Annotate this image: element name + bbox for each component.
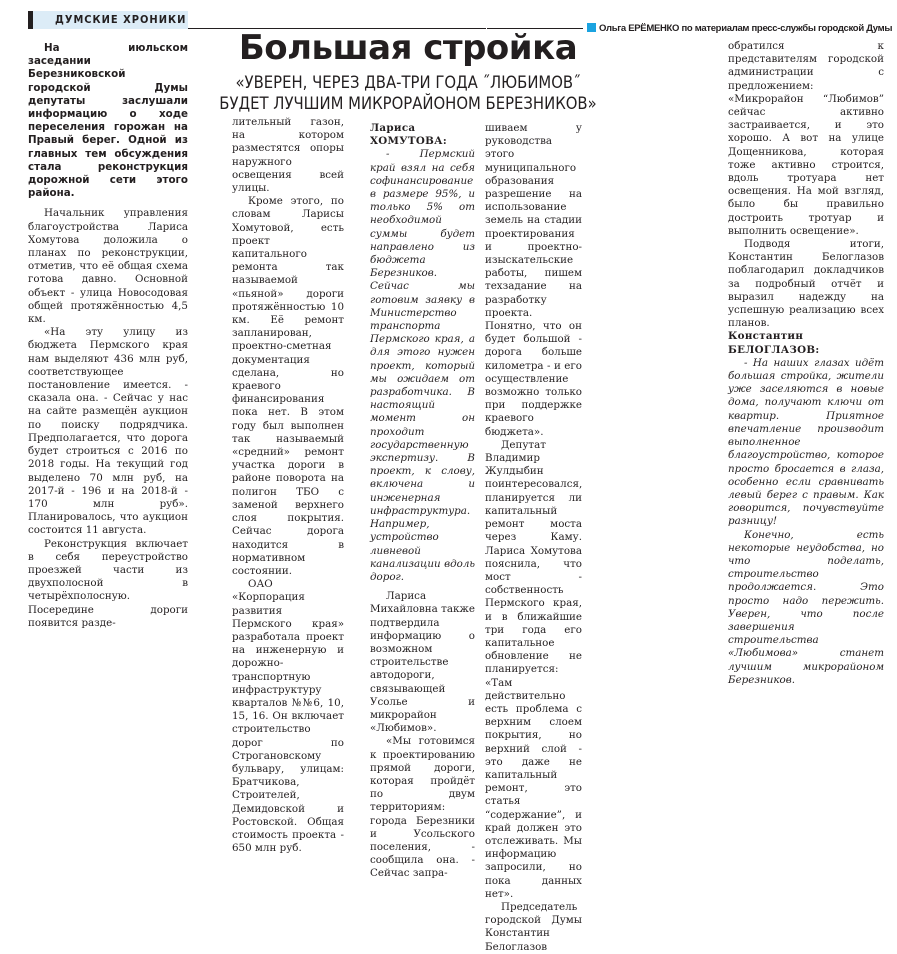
paragraph: Кроме этого, по словам Ларисы Хомутовой, есть проект капитального ремонта так называемой «пьяной» дороги протяжённостью 10 км. Её ремонт запланирован, проектно-сметная документация сделана, но краевого финансирования пока нет. В этом году был выполнен так называемый «средний» ремонт участка дороги в районе поворота на полигон ТБО с заменой верхнего слоя покрытия. Сейчас дорога находится в нормативном состоянии. bbox=[232, 195, 344, 577]
column-2 bbox=[232, 116, 344, 855]
section-rubric bbox=[28, 11, 188, 29]
column-5 bbox=[728, 40, 884, 687]
quote-paragraph: Конечно, есть некоторые неудобства, но что поделать, строительство продолжается. Это просто надо пережить. Уверен, что после завершения строительства «Любимова» станет лучшим микрорайоном Березников. bbox=[728, 528, 884, 686]
paragraph: Реконструкция включает в себя переустройство проезжей части из двухполосной в четырёхполосную. Посередине дороги появится разде- bbox=[28, 537, 188, 629]
speaker-label: Лариса ХОМУТОВА: bbox=[370, 122, 447, 148]
byline bbox=[587, 23, 892, 34]
column-1 bbox=[28, 42, 188, 630]
subtitle-line-1: «УВЕРЕН, ЧЕРЕЗ ДВА-ТРИ ГОДА ˝ЛЮБИМОВ˝ bbox=[235, 73, 581, 92]
column-3 bbox=[370, 122, 475, 881]
paragraph: Председатель городской Думы Константин Белоглазов bbox=[485, 900, 582, 953]
paragraph: Подводя итоги, Константин Белоглазов поблагодарил докладчиков за подробный отчёт и выразил надежду на успешную реализацию всех планов. bbox=[728, 238, 884, 330]
article-lead: На июльском заседании Березниковской городской Думы депутаты заслушали информацию о ходе переселения горожан на Правый берег. Одной из главных тем обсуждения стала реконструкция дорожной сети этого района. bbox=[28, 42, 188, 200]
byline-text: Ольга ЕРЁМЕНКО по материалам пресс-службы городской Думы bbox=[599, 23, 893, 34]
quote-paragraph: - На наших глазах идёт большая стройка, жители уже заселяются в новые дома, получают ключи от квартир. Приятное впечатление производит выполненное благоустройство, которое просто бросается в глаза, особенно если сравнивать левый берег с правым. Как говорится, почувствуйте разницу! bbox=[728, 356, 884, 528]
paragraph: лительный газон, на котором разместятся опоры наружного освещения всей улицы. bbox=[232, 116, 344, 195]
article-title: Большая стройка bbox=[238, 28, 578, 68]
paragraph: обратился к представителям городской администрации с предложением: «Микрорайон “Любимов” сейчас активно застраивается, и это хорошо. А вот на улице Дощенникова, которая тоже активно строится, вдоль тротуара нет освещения. На мой взгляд, было бы правильно достроить тротуар и выполнить освещение». bbox=[728, 40, 884, 237]
paragraph: ОАО «Корпорация развития Пермского края» разработала проект на инженерную и дорожно-транспортную инфраструктуру кварталов №№6, 10, 15, 16. Он включает строительство дорог по Строгановскому бульвару, улицам: Братчикова, Строителей, Демидовской и Ростовской. Общая стоимость проекта - 650 млн руб. bbox=[232, 578, 344, 855]
paragraph: «Мы готовимся к проектированию прямой дороги, которая пройдёт по двум территориям: города Березники и Усольского поселения, - сообщила она. - Сейчас запра- bbox=[370, 735, 475, 880]
rubric-label: ДУМСКИЕ ХРОНИКИ bbox=[55, 13, 187, 26]
paragraph: шиваем у руководства этого муниципального образования разрешение на использование земель на стадии проектирования и проектно-изыскательские работы, пишем техзадание на разработку проекта. Понятно, что он будет большой - дорога больше километра - и его осуществление возможно только при поддержке краевого бюджета». bbox=[485, 122, 582, 438]
subtitle-line-2: БУДЕТ ЛУЧШИМ МИКРОРАЙОНОМ БЕРЕЗНИКОВ» bbox=[219, 94, 597, 113]
speaker-label: Константин БЕЛОГЛАЗОВ: bbox=[728, 330, 820, 356]
article-subtitle bbox=[218, 72, 598, 114]
paragraph: Лариса Михайловна также подтвердила информацию о возможном строительстве автодороги, связывающей Усолье и микрорайон «Любимов». bbox=[370, 590, 475, 735]
paragraph: Начальник управления благоустройства Лариса Хомутова доложила о планах по реконструкции, отметив, что её общая схема готова давно. Основной объект - улица Новосодовая общей протяжённостью 4,5 км. bbox=[28, 207, 188, 326]
column-4 bbox=[485, 122, 582, 954]
quote-paragraph: - Пермский край взял на себя софинансирование в размере 95%, и только 5% от необходимой суммы будет направлено из бюджета Березников. Сейчас мы готовим заявку в Министерство транспорта Пермского края, а для этого нужен проект, который мы ожидаем от разработчика. В настоящий момент он проходит государственную экспертизу. В проект, к слову, включена и инженерная инфраструктура. Например, устройство ливневой канализации вдоль дорог. bbox=[370, 148, 475, 583]
paragraph: Депутат Владимир Жулдыбин поинтересовался, планируется ли капитальный ремонт моста через Каму. Лариса Хомутова пояснила, что мост - собственность Пермского края, и в ближайшие три года его капитальное обновление не планируется: «Там действительно есть проблема с верхним слоем покрытия, но верхний слой - это даже не капитальный ремонт, это статья “содержание”, и край должен это отслеживать. Мы информацию запросили, но пока данных нет». bbox=[485, 438, 583, 900]
paragraph: «На эту улицу из бюджета Пермского края нам выделяют 436 млн руб, соответствующее постановление имеется. - сказала она. - Сейчас у нас на сайте размещён аукцион по поиску подрядчика. Предполагается, что дорога будет строиться с 2016 по 2018 годы. На текущий год выделено 70 млн руб, на 2017-й - 196 и на 2018-й - 170 млн руб». Планировалось, что аукцион состоится 11 августа. bbox=[28, 326, 188, 537]
